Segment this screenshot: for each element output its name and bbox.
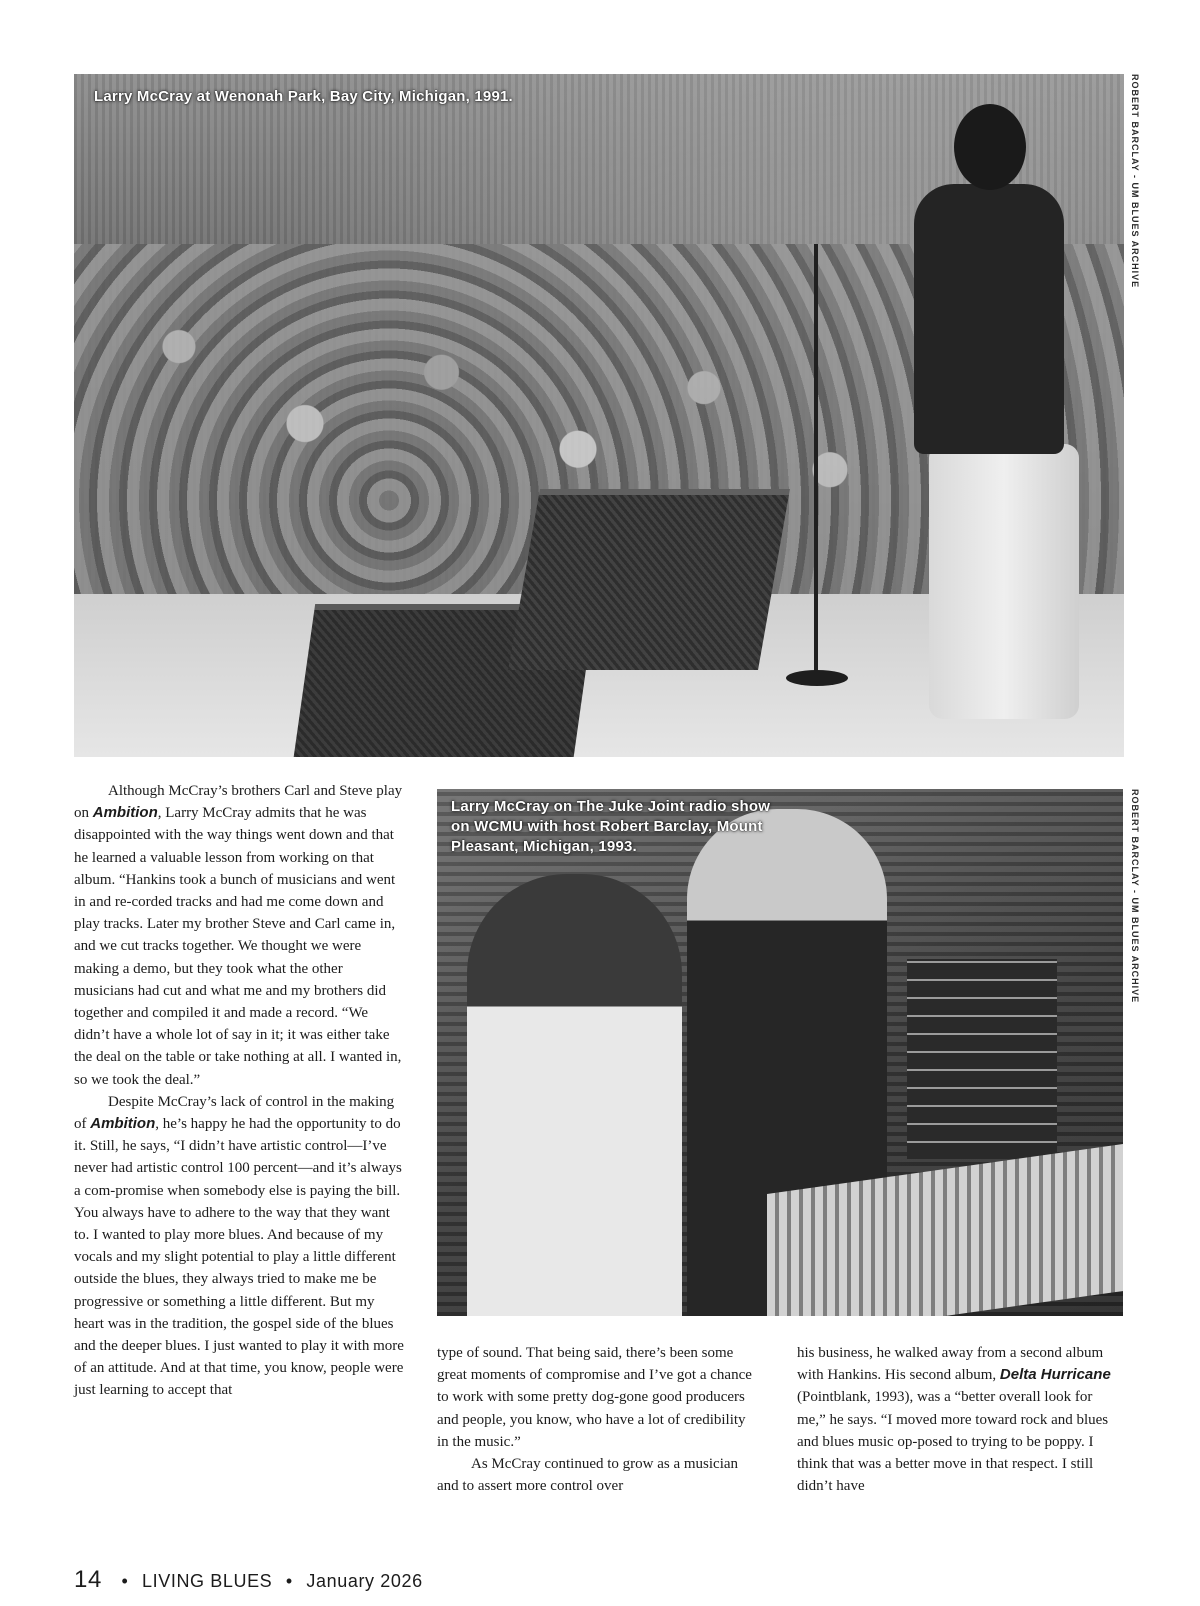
equipment-rack <box>907 959 1057 1159</box>
article-column-2 <box>437 1342 757 1497</box>
radio-studio-photo <box>437 789 1123 1316</box>
article-paragraph <box>74 1091 404 1402</box>
body-text: his business, he walked away from a second album with Hankins. His second album, <box>797 1345 1104 1384</box>
concert-photo <box>74 74 1124 757</box>
separator-dot: • <box>285 1571 293 1591</box>
performer-figure <box>929 444 1079 719</box>
photo-credit: ROBERT BARCLAY - UM BLUES ARCHIVE <box>1130 74 1140 289</box>
album-title: Ambition <box>90 1115 156 1133</box>
separator-dot: • <box>121 1571 129 1591</box>
issue-date: January 2026 <box>306 1571 423 1591</box>
body-text: Despite McCray’s lack of control in the making of <box>74 1093 395 1133</box>
stage-monitor-speaker <box>508 489 790 670</box>
photo-credit: ROBERT BARCLAY - UM BLUES ARCHIVE <box>1130 789 1140 1004</box>
article-paragraph <box>74 780 404 1091</box>
article-column-1 <box>74 780 404 1402</box>
magazine-name: LIVING BLUES <box>142 1571 273 1591</box>
body-text: As McCray continued to grow as a musician and to assert more control over <box>437 1456 739 1495</box>
article-paragraph <box>437 1453 757 1497</box>
mic-stand-base <box>786 670 848 686</box>
guest-figure <box>467 874 682 1316</box>
page-footer <box>74 1566 423 1594</box>
performer-figure <box>954 104 1026 190</box>
body-text: Although McCray’s brothers Carl and Steve play on <box>74 783 403 822</box>
photo-caption: Larry McCray at Wenonah Park, Bay City, Michigan, 1991. <box>94 88 513 105</box>
body-text: type of sound. That being said, there’s been some great moments of compromise and I’ve got a chance to work with some pretty dog-gone good producers and people, you know, who have a lot of credibility in the music.” <box>437 1345 752 1450</box>
album-title: Delta Hurricane <box>999 1366 1111 1384</box>
mic-stand <box>814 244 818 674</box>
photo-caption: Larry McCray on The Juke Joint radio show on WCMU with host Robert Barclay, Mount Pleasant, Michigan, 1993. <box>451 798 771 855</box>
article-column-3 <box>797 1342 1123 1497</box>
body-text: (Pointblank, 1993), was a “better overall look for me,” he says. “I moved more toward rock and blues and blues music op-posed to trying to be poppy. I think that was a better move in that respect. I still didn’t have <box>797 1389 1109 1495</box>
performer-figure <box>914 184 1064 454</box>
body-text: , he’s happy he had the opportunity to do it. Still, he says, “I didn’t have artistic control—I’ve never had artistic control 100 percent—and it’s always a com-promise when somebody else is paying the bill. You always have to adhere to the way that they want to. I wanted to play more blues. And because of my vocals and my slight potential to play a little different outside the blues, they always tried to make me be progressive or something a little different. But my heart was in the tradition, the gospel side of the blues and the deeper blues. I just wanted to play it with more of an attitude. And at that time, you know, people were just learning to accept that <box>74 1116 404 1399</box>
album-title: Ambition <box>92 804 158 822</box>
body-text: , Larry McCray admits that he was disappointed with the way things went down and that he learned a valuable lesson from working on that album. “Hankins took a bunch of musicians and went in and re-corded tracks and had me come down and play tracks. Later my brother Steve and Carl came in, and we cut tracks together. We thought we were making a demo, but they took what the other musicians had cut and what me and my brothers did together and compiled it and made a record. “We didn’t have a whole lot of say in it; it was either take the deal on the table or take nothing at all. I wanted in, so we took the deal.” <box>74 805 402 1088</box>
article-paragraph <box>797 1342 1123 1497</box>
article-paragraph <box>437 1342 757 1453</box>
page-number: 14 <box>74 1566 102 1593</box>
